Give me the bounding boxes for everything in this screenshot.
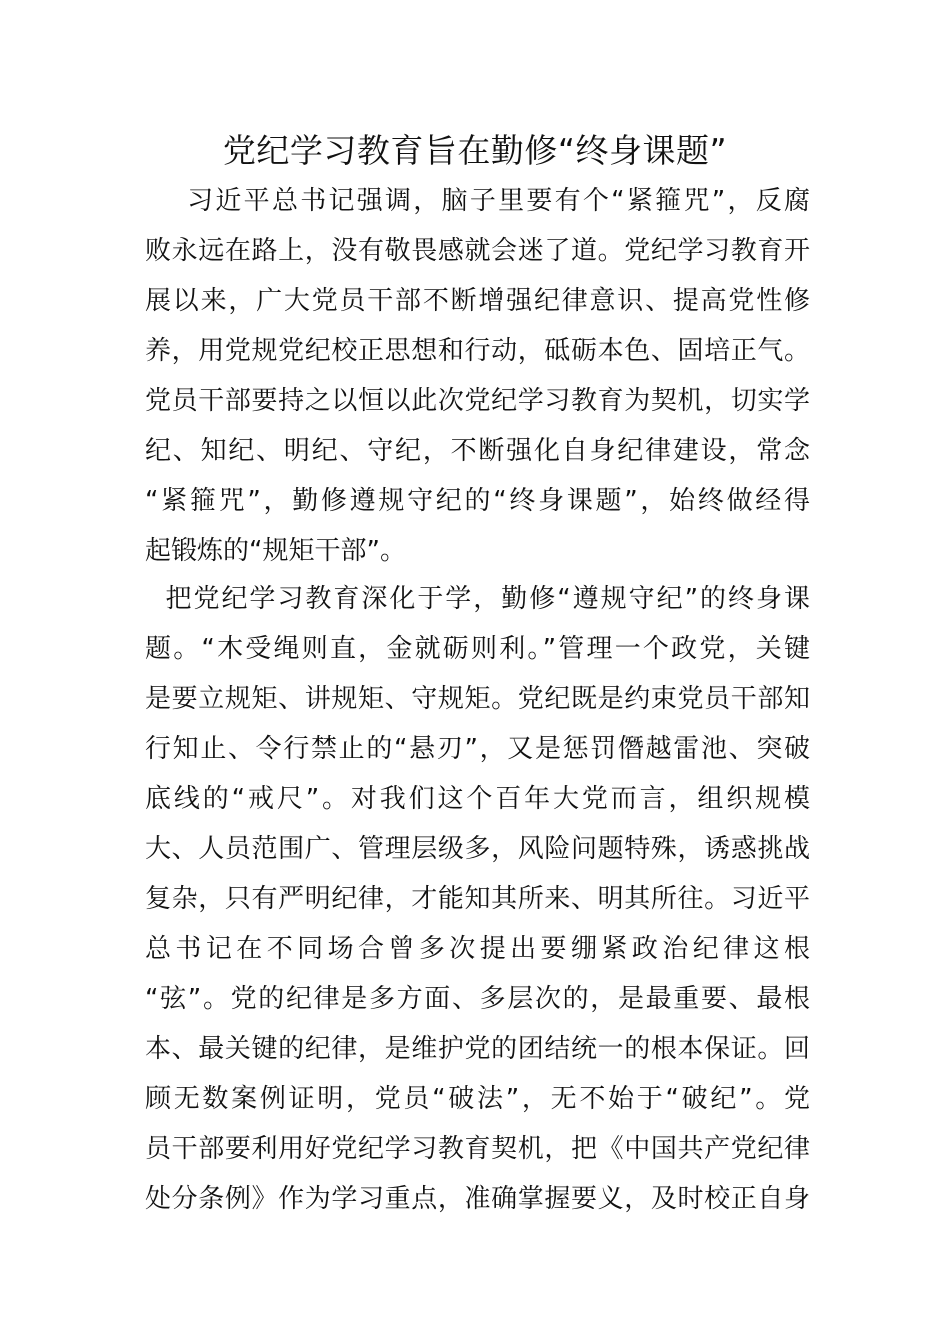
text-line: 是要立规矩、讲规矩、守规矩。党纪既是约束党员干部知 (145, 684, 810, 714)
text-line: 员干部要利用好党纪学习教育契机，把《中国共产党纪律 (145, 1134, 810, 1164)
text-line: 把党纪学习教育深化于学，勤修“遵规守纪”的终身课 (145, 584, 810, 614)
text-line: 败永远在路上，没有敬畏感就会迷了道。党纪学习教育开 (145, 236, 810, 266)
text-line: 本、最关键的纪律，是维护党的团结统一的根本保证。回 (145, 1034, 810, 1064)
text-line: 处分条例》作为学习重点，准确掌握要义，及时校正自身 (145, 1184, 810, 1214)
text-line: 底线的“戒尺”。对我们这个百年大党而言，组织规模 (145, 784, 810, 814)
text-line: “紧箍咒”，勤修遵规守纪的“终身课题”，始终做经得 (145, 486, 810, 516)
text-line: 顾无数案例证明，党员“破法”，无不始于“破纪”。党 (145, 1084, 810, 1114)
text-line: 起锻炼的“规矩干部”。 (145, 536, 406, 566)
text-line: “弦”。党的纪律是多方面、多层次的，是最重要、最根 (145, 984, 810, 1014)
text-line: 行知止、令行禁止的“悬刃”，又是惩罚僭越雷池、突破 (145, 734, 810, 764)
text-line: 题。“木受绳则直，金就砺则利。”管理一个政党，关键 (145, 634, 810, 664)
text-line: 习近平总书记强调，脑子里要有个“紧箍咒”，反腐 (145, 186, 810, 216)
text-line: 纪、知纪、明纪、守纪，不断强化自身纪律建设，常念 (145, 436, 810, 466)
text-line: 总书记在不同场合曾多次提出要绷紧政治纪律这根 (145, 934, 810, 964)
text-line: 党员干部要持之以恒以此次党纪学习教育为契机，切实学 (145, 386, 810, 416)
text-line: 养，用党规党纪校正思想和行动，砥砺本色、固培正气。 (145, 336, 810, 366)
text-line: 复杂，只有严明纪律，才能知其所来、明其所往。习近平 (145, 884, 810, 914)
text-line: 展以来，广大党员干部不断增强纪律意识、提高党性修 (145, 286, 810, 316)
text-line: 大、人员范围广、管理层级多，风险问题特殊，诱惑挑战 (145, 834, 810, 864)
document-title: 党纪学习教育旨在勤修“终身课题” (222, 131, 728, 170)
